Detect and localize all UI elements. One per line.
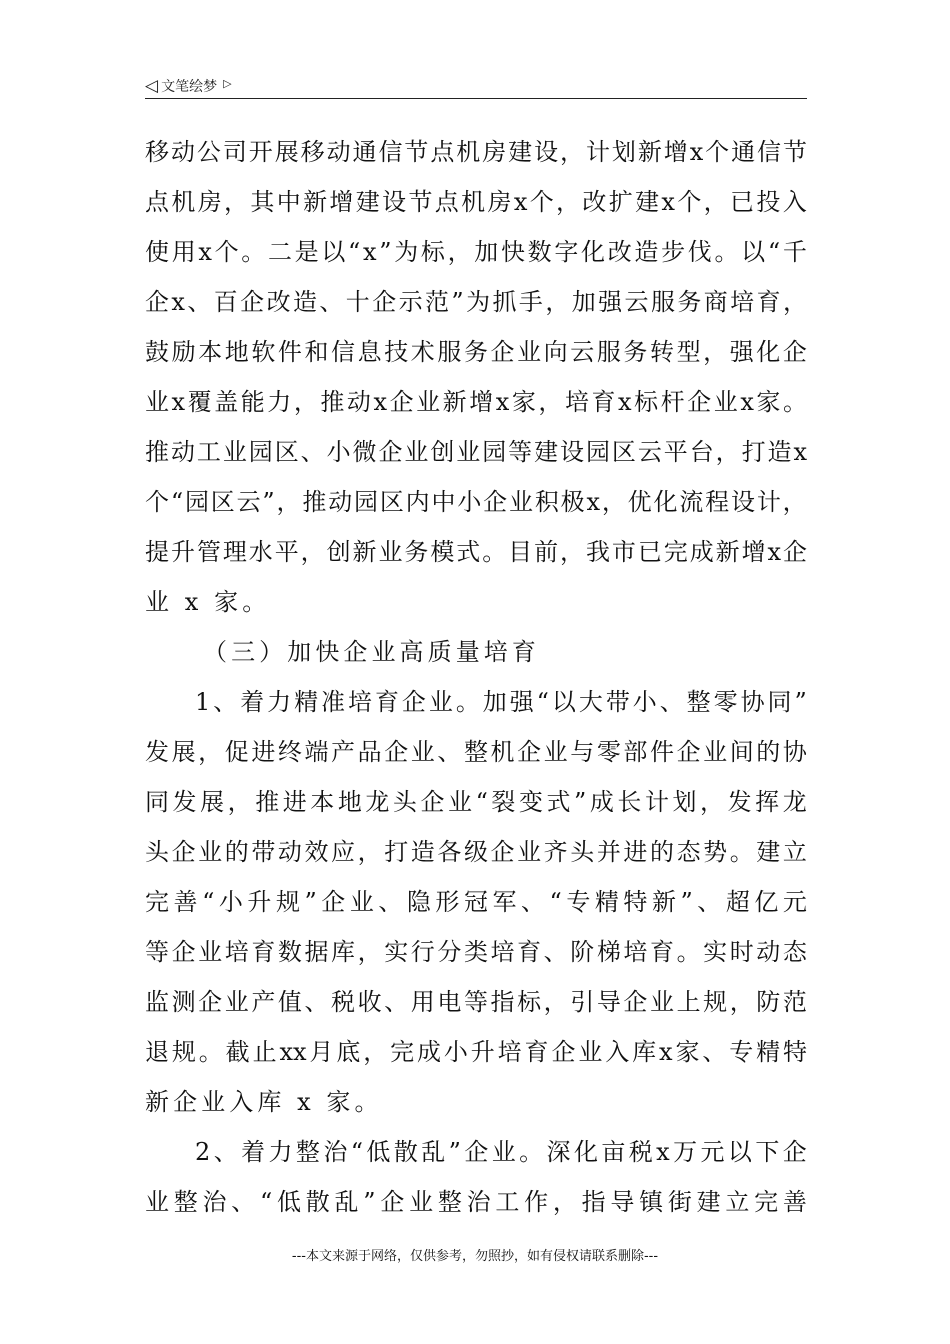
text-line: 2 、 着 力 整 治 “ 低 散 乱 ” 企 业 。 深 化 亩 税 x 万 元 以 下 企 <box>195 1138 807 1166</box>
triangle-right-icon: ▷ <box>223 76 232 90</box>
text-line: 1 、 着 力 精 准 培 育 企 业 。 加 强 “ 以 大 带 小 、 整 零 协 同 ” <box>195 688 807 716</box>
text-line: 企 x 、 百 企 改 造 、 十 企 示 范 ” 为 抓 手 ， 加 强 云 服 务 商 培 育 ， <box>145 288 807 316</box>
text-line: 业 x 家。 <box>145 588 271 616</box>
text-line: 同 发 展 ， 推 进 本 地 龙 头 企 业 “ 裂 变 式 ” 成 长 计 划 ， 发 挥 龙 <box>145 788 807 816</box>
text-line: 移 动 公 司 开 展 移 动 通 信 节 点 机 房 建 设 ， 计 划 新 增 x 个 通 信 节 <box>145 138 807 166</box>
header-divider <box>145 98 807 99</box>
text-line: 头 企 业 的 带 动 效 应 ， 打 造 各 级 企 业 齐 头 并 进 的 态 势 。 建 立 <box>145 838 807 866</box>
text-line: 业 整 治 、 “ 低 散 乱 ” 企 业 整 治 工 作 ， 指 导 镇 街 建 立 完 善 <box>145 1188 807 1216</box>
page-footer: ---本文来源于网络，仅供参考，勿照抄，如有侵权请联系删除--- <box>291 1249 659 1264</box>
text-line: 完 善 “ 小 升 规 ” 企 业 、 隐 形 冠 军 、 “ 专 精 特 新 ” 、 超 亿 元 <box>145 888 807 916</box>
text-line: 发 展 ， 促 进 终 端 产 品 企 业 、 整 机 企 业 与 零 部 件 企 业 间 的 协 <box>145 738 807 766</box>
text-line: 推 动 工 业 园 区 、 小 微 企 业 创 业 园 等 建 设 园 区 云 平 台 ， 打 造 x <box>145 438 807 466</box>
text-line: 提 升 管 理 水 平 ， 创 新 业 务 模 式 。 目 前 ， 我 市 已 完 成 新 增 x 企 <box>145 538 807 566</box>
document-body <box>145 127 807 1227</box>
page-header <box>145 74 807 98</box>
header-title: 文笔绘梦 <box>161 79 218 95</box>
text-line: 个 “ 园 区 云 ” ， 推 动 园 区 内 中 小 企 业 积 极 x ， 优 化 流 程 设 计 ， <box>145 488 807 516</box>
text-line: 业 x 覆 盖 能 力 ， 推 动 x 企 业 新 增 x 家 ， 培 育 x 标 杆 企 业 x 家 。 <box>145 388 807 416</box>
triangle-left-icon: ◁ <box>145 75 159 96</box>
text-line: 鼓 励 本 地 软 件 和 信 息 技 术 服 务 企 业 向 云 服 务 转 型 ， 强 化 企 <box>145 338 807 366</box>
text-line: （三）加快企业高质量培育 <box>203 638 540 666</box>
text-line: 点 机 房 ， 其 中 新 增 建 设 节 点 机 房 x 个 ， 改 扩 建 x 个 ， 已 投 入 <box>145 188 807 216</box>
text-line: 使 用 x 个 。 二 是 以 “ x ” 为 标 ， 加 快 数 字 化 改 造 步 伐 。 以 “ 千 <box>145 238 807 266</box>
text-line: 新企业入库 x 家。 <box>145 1088 383 1116</box>
text-line: 等 企 业 培 育 数 据 库 ， 实 行 分 类 培 育 、 阶 梯 培 育 。 实 时 动 态 <box>145 938 807 966</box>
text-line: 退 规 。 截 止 xx 月 底 ， 完 成 小 升 培 育 企 业 入 库 x 家 、 专 精 特 <box>145 1038 807 1066</box>
text-line: 监 测 企 业 产 值 、 税 收 、 用 电 等 指 标 ， 引 导 企 业 上 规 ， 防 范 <box>145 988 807 1016</box>
